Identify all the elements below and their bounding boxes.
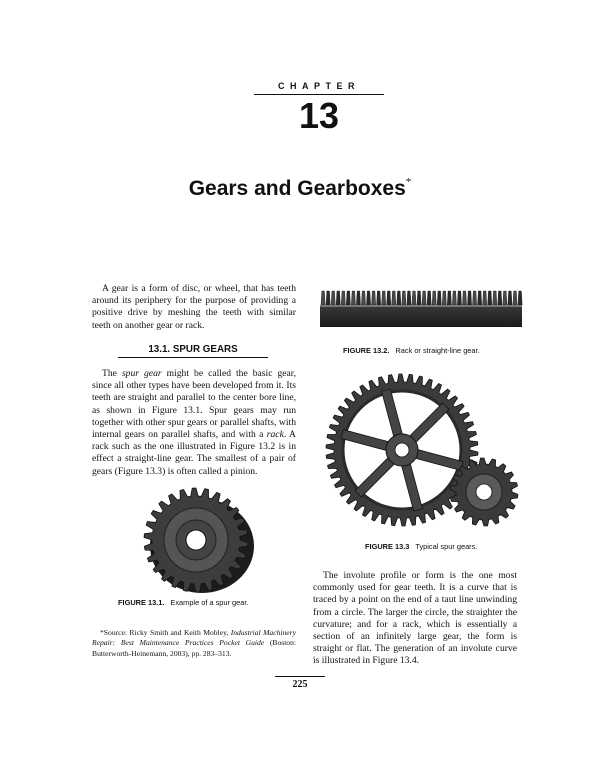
figure-label: FIGURE 13.3: [365, 542, 410, 551]
section-heading: 13.1. SPUR GEARS: [118, 344, 268, 358]
figure-caption-text: Rack or straight-line gear.: [395, 346, 480, 355]
chapter-title-text: Gears and Gearboxes: [188, 177, 406, 200]
footnote-book-title: Industrial Machinery Repair: Best Maintenance Practices Pocket Guide: [92, 628, 296, 648]
spur-gears-pair-image: [312, 372, 522, 538]
page-number: 225: [275, 676, 325, 690]
spur-gear-image: [136, 486, 256, 590]
footnote-text: *Source: Ricky Smith and Keith Mobley,: [100, 628, 231, 637]
section-paragraph: [92, 368, 296, 478]
rack-gear-image: [318, 283, 526, 343]
paragraph-text: . A rack such as the one illustrated in Figure 13.2 is in effect a straight-line gear. The smallest of a pair of gears (Figure 13.3) is often called a pinion.: [92, 429, 296, 477]
term-rack: rack: [266, 429, 284, 441]
figure-caption-text: Example of a spur gear.: [170, 598, 249, 607]
footnote-marker: *: [405, 176, 412, 188]
paragraph-text: might be called the basic gear, since all other types have been developed from it. Its teeth are straight and parallel to the center bore line, as shown in Figure 13.1. Spur gears may run together with other spur gears or parallel shafts, with internal gears on parallel shafts, and with a: [92, 368, 296, 441]
figure-caption-text: Typical spur gears.: [415, 542, 478, 551]
source-footnote: [92, 628, 296, 659]
chapter-number: 13: [298, 95, 340, 136]
term-spur-gear: spur gear: [121, 368, 162, 379]
intro-paragraph: A gear is a form of disc, or wheel, that has teeth around its periphery for the purpose of providing a positive drive by meshing the teeth with similar teeth on another gear or rack.: [92, 283, 296, 331]
figure-label: FIGURE 13.1.: [118, 598, 165, 607]
footnote-text: (Boston: Butterworth-Heinemann, 2003), pp. 283–313.: [92, 638, 297, 658]
figure-label: FIGURE 13.2.: [343, 346, 390, 355]
figure-13-2-caption: [343, 346, 523, 356]
chapter-label: CHAPTER: [277, 81, 360, 91]
chapter-title: [150, 176, 450, 201]
involute-paragraph: The involute profile or form is the one most commonly used for gear teeth. It is a curve that is traced by a point on the end of a taut line unwinding from a circle. The larger the circle, the straighter the curvature; and for a rack, which is essentially a section of an infinitely large gear, the form is straight or flat. The generation of an involute curve is illustrated in Figure 13.4.: [313, 570, 517, 667]
figure-13-3-caption: [365, 542, 515, 552]
figure-13-1-caption: [118, 598, 288, 608]
paragraph-text: The: [102, 368, 122, 379]
